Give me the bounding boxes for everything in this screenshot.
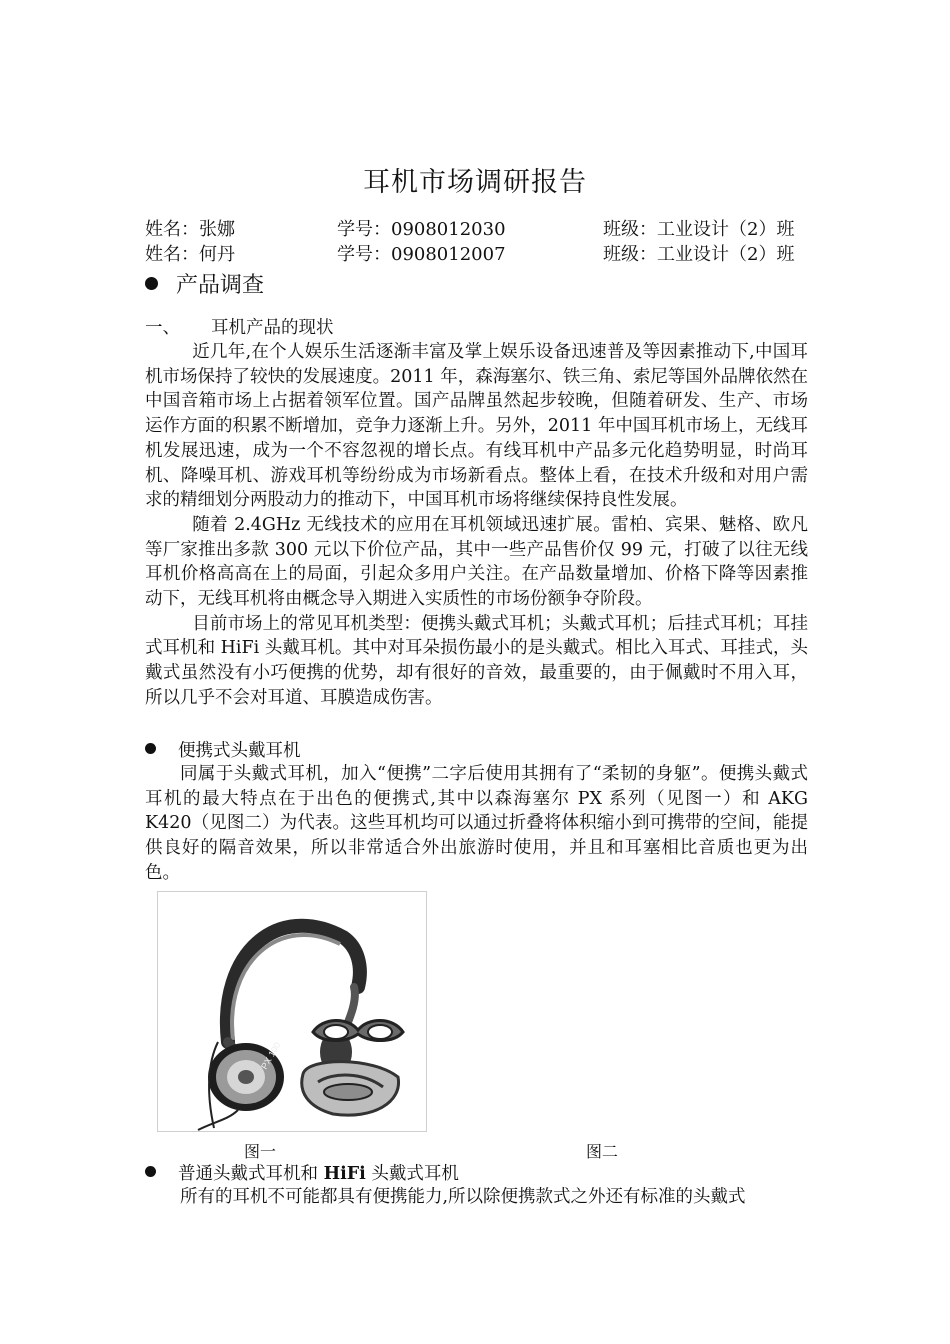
body-text (145, 762, 808, 886)
subsection-heading (145, 314, 334, 339)
subsection-title: 耳机产品的现状 (211, 318, 334, 338)
paragraph: 近几年,在个人娱乐生活逐渐丰富及掌上娱乐设备迅速普及等因素推动下,中国耳机市场保持了较快的发展速度。2011 年，森海塞尔、铁三角、索尼等国外品牌依然在中国音箱市场上占据着领军位置。国产品牌虽然起步较晚，但随着研发、生产、市场运作方面的积累不断增加，竞争力逐渐上升。另外，2011 年中国耳机市场上，无线耳机发展迅速，成为一个不容忽视的增长点。有线耳机中产品多元化趋势明显，时尚耳机、降噪耳机、游戏耳机等纷纷成为市场新看点。整体上看，在技术升级和对用户需求的精细划分两股动力的推动下，中国耳机市场将继续保持良性发展。 (145, 342, 808, 511)
headphones-illustration (158, 892, 426, 1131)
body-text (145, 1185, 808, 1210)
bullet-item (145, 1160, 459, 1185)
bullet-label-bold: HiFi (323, 1164, 366, 1184)
paragraph: 目前市场上的常见耳机类型：便携头戴式耳机；头戴式耳机；后挂式耳机；耳挂式耳机和 HiFi 头戴耳机。其中对耳朵损伤最小的是头戴式。相比入耳式、耳挂式，头戴式虽然没有小巧便携的优势，却有很好的音效，最重要的，由于佩戴时不用入耳，所以几乎不会对耳道、耳膜造成伤害。 (145, 613, 808, 708)
document-title: 耳机市场调研报告 (363, 167, 587, 198)
brand-mark: PX 100 (259, 1040, 283, 1071)
paragraph: 所有的耳机不可能都具有便携能力,所以除便携款式之外还有标准的头戴式 (180, 1187, 746, 1207)
bullet-label-prefix: 普通头戴式耳机和 (178, 1164, 324, 1184)
bullet-dot-icon (145, 1166, 156, 1177)
figure-caption: 图二 (586, 1142, 619, 1161)
bullet-label-suffix: 头戴式耳机 (365, 1164, 459, 1184)
author-row (145, 215, 810, 243)
headphones-photo (157, 891, 427, 1132)
author-student-id: 学号：0908012030 (337, 219, 506, 240)
paragraph: 同属于头戴式耳机，加入“便携”二字后使用其拥有了“柔韧的身躯”。便携头戴式耳机的最大特点在于出色的便携式,其中以森海塞尔 PX 系列（见图一）和 AKG K420（见图二）为代表。这些耳机均可以通过折叠将体积缩小到可携带的空间，能提供良好的隔音效果，所以非常适合外出旅游时使用，并且和耳塞相比音质也更为出色。 (145, 764, 808, 883)
author-student-id: 学号：0908012007 (337, 244, 506, 265)
subsection-number: 一、 (145, 318, 180, 338)
figure-caption: 图一 (244, 1142, 277, 1161)
section-heading-text: 产品调查 (176, 273, 265, 298)
author-class: 班级：工业设计（2）班 (603, 219, 795, 240)
author-row (145, 240, 810, 268)
bullet-label: 便携式头戴耳机 (178, 741, 301, 761)
bullet-dot-icon (145, 277, 158, 290)
paragraph: 随着 2.4GHz 无线技术的应用在耳机领域迅速扩展。雷柏、宾果、魅格、欧凡等厂家推出多款 300 元以下价位产品，其中一些产品售价仅 99 元，打破了以往无线耳机价格高高在上的局面，引起众多用户关注。在产品数量增加、价格下降等因素推动下，无线耳机将由概念导入期进入实质性的市场份额争夺阶段。 (145, 514, 808, 610)
body-text (145, 340, 808, 711)
author-class: 班级：工业设计（2）班 (603, 244, 795, 265)
bullet-dot-icon (145, 743, 156, 754)
author-name: 姓名：张娜 (145, 219, 235, 240)
section-heading (145, 268, 264, 299)
bullet-item (145, 737, 301, 762)
author-name: 姓名：何丹 (145, 244, 235, 265)
